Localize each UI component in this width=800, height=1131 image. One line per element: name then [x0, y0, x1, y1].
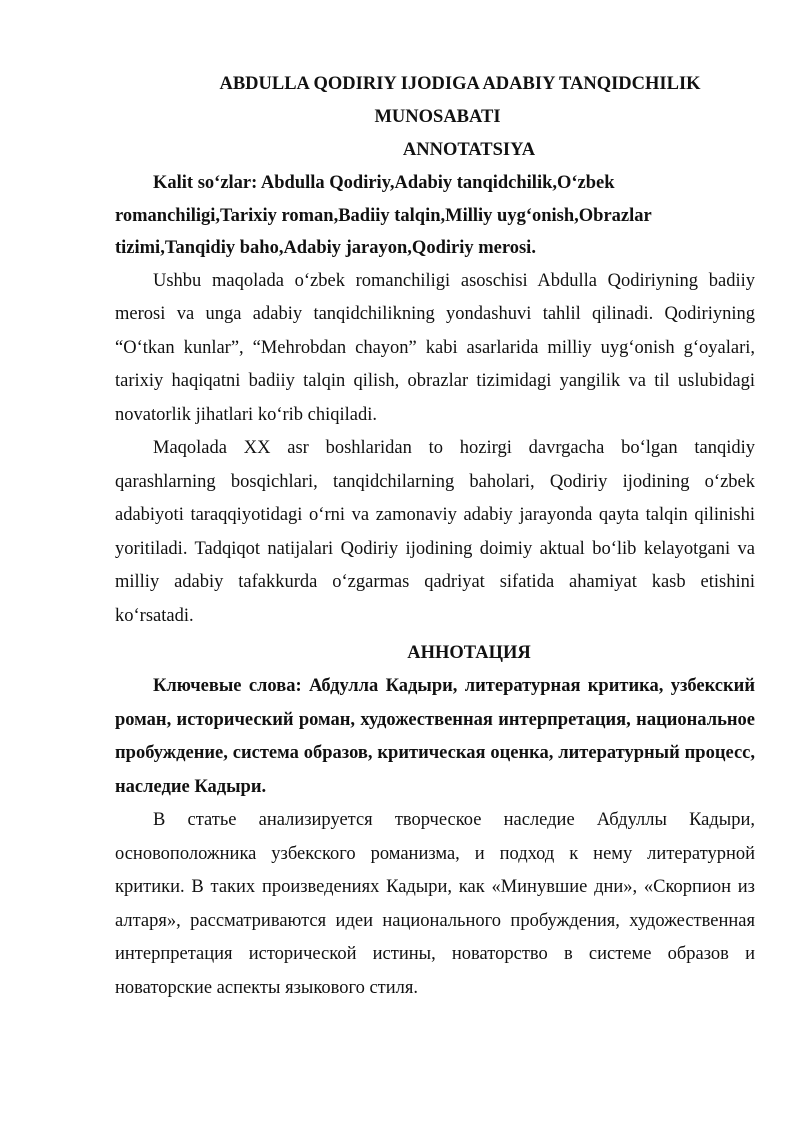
ru-keywords: Ключевые слова: Абдулла Кадыри, литературная критика, узбекский роман, исторический роман, художественная интерпретация, национальное пробуждение, система образов, критическая оценка, литературный процесс, наследие Кадыри. — [115, 676, 755, 797]
uz-paragraph-1: Ushbu maqolada o‘zbek romanchiligi asoschisi Abdulla Qodiriyning badiiy merosi va unga adabiy tanqidchilikning yondashuvi tahlil qilinadi. Qodiriyning “O‘tkan kunlar”, “Mehrobdan chayon” kabi asarlarida milliy uyg‘onish g‘oyalari, tarixiy haqiqatni badiiy talqin qilish, obrazlar tizimidagi yangilik va til uslubidagi novatorlik jihatlari ko‘rib chiqiladi. — [115, 270, 755, 425]
uz-paragraph-2: Maqolada XX asr boshlaridan to hozirgi davrgacha bo‘lgan tanqidiy qarashlarning bosqichlari, tanqidchilarning baholari, Qodiriy ijodining o‘zbek adabiyoti taraqqiyotidagi o‘rni va zamonaviy adabiy jarayonda qayta talqin qilinishi yoritiladi. Tadqiqot natijalari Qodiriy ijodining doimiy aktual bo‘lib kelayotgani va milliy adabiy tafakkurda o‘zgarmas qadriyat sifatida ahamiyat kasb etishini ko‘rsatadi. — [115, 438, 755, 626]
article-title-line-1: ABDULLA QODIRIY IJODIGA ADABIY TANQIDCHILIK — [219, 74, 701, 94]
document-page — [115, 68, 755, 1005]
article-title-line-2: MUNOSABATI — [374, 107, 501, 127]
uz-keywords: Kalit so‘zlar: Abdulla Qodiriy,Adabiy tanqidchilik,O‘zbek romanchiligi,Tarixiy roman,Badiiy talqin,Milliy uyg‘onish,Obrazlar tizimi,Tanqidiy baho,Adabiy jarayon,Qodiriy merosi. — [115, 173, 652, 258]
uz-annotation-heading: ANNOTATSIYA — [402, 140, 536, 160]
ru-paragraph-1: В статье анализируется творческое наследие Абдуллы Кадыри, основоположника узбекского романизма, и подход к нему литературной критики. В таких произведениях Кадыри, как «Минувшие дни», «Скорпион из алтаря», рассматриваются идеи национального пробуждения, художественная интерпретация исторической истины, новаторство в системе образов и новаторские аспекты языкового стиля. — [115, 810, 755, 998]
ru-annotation-heading: АННОТАЦИЯ — [407, 643, 531, 663]
